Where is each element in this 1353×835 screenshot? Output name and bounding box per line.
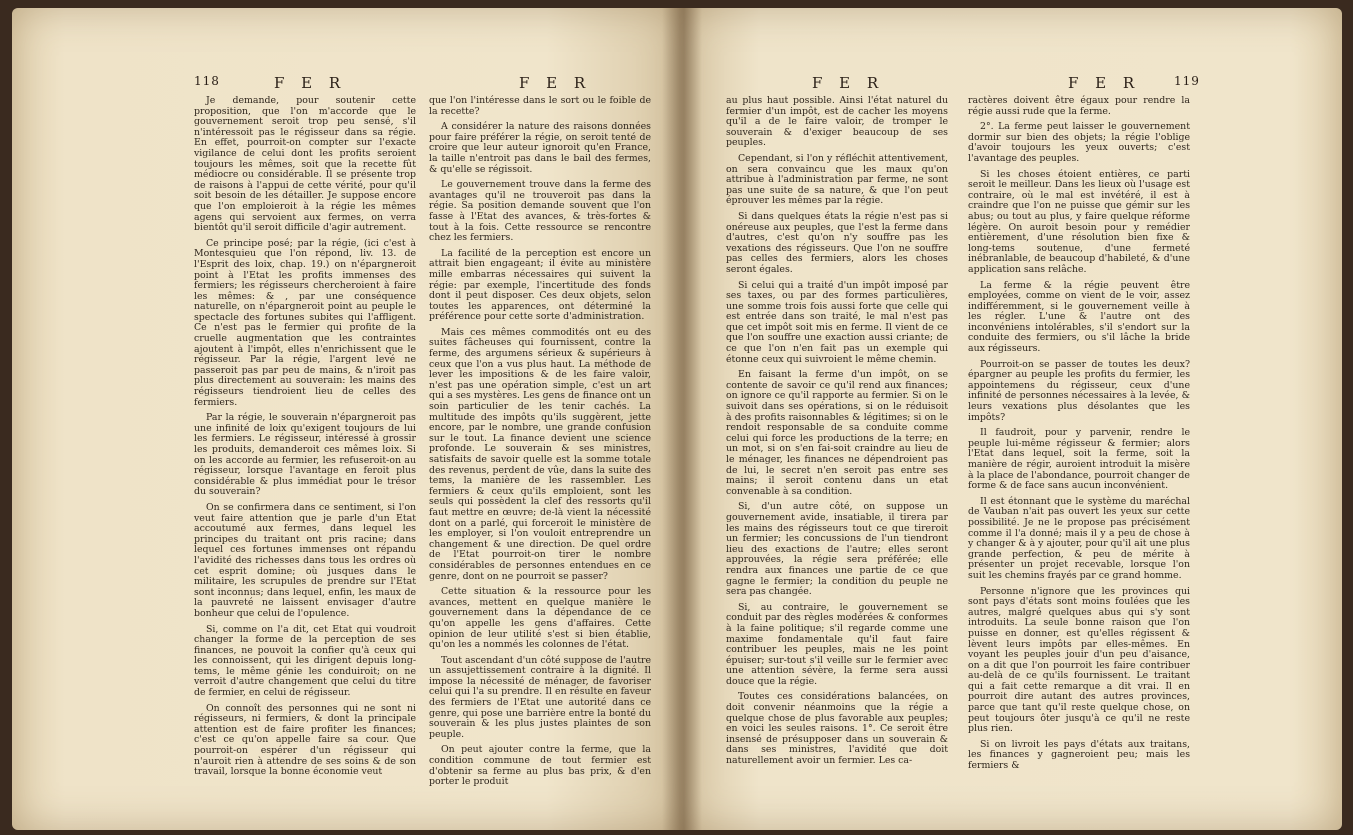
left-running-head-2: F E R <box>519 74 592 92</box>
paragraph: Cependant, si l'on y réfléchit attentivement, on sera convaincu que les maux qu'on attribue à l'administration par ferme, ne sont pas une suite de sa nature, & que l'on peut éprouver les mêmes par la régie. <box>726 152 948 207</box>
paragraph: Par la régie, le souverain n'épargneroit pas une infinité de loix qu'exigent toujours de lui les fermiers. Le régisseur, intéressé à grossir les produits, demanderoit ces mêmes loix. Si on les accorde au fermier, les refuseroit-on au régisseur, lorsque l'avantage en feroit plus considérable & plus immédiat pour le trésor du souverain? <box>194 412 416 498</box>
paragraph: Il faudroit, pour y parvenir, rendre le peuple lui-même régisseur & fermier; alors l'Etat dans lequel, soit la ferme, soit la manière de régir, auroient introduit la misère à la place de l'abondance, pourroit changer de forme & de face sans aucun inconvénient. <box>968 427 1190 492</box>
paragraph: A considérer la nature des raisons données pour faire préférer la régie, on seroit tenté de croire que leur auteur ignoroit qu'en France, la taille n'entroit pas dans le bail des fermes, & qu'elle se régissoit. <box>429 121 651 175</box>
right-running-head-2: F E R <box>1068 74 1141 92</box>
paragraph: La ferme & la régie peuvent être employées, comme on vient de le voir, assez indifféremment, si le gouvernement veille à les régler. L'une & l'autre ont des inconvéniens intolérables, s'il s'endort sur la conduite des fermiers, ou s'il lâche la bride aux régisseurs. <box>968 279 1190 355</box>
left-page <box>12 8 680 830</box>
paragraph: Je demande, pour soutenir cette proposition, que l'on m'accorde que le gouvernement seroit trop peu sensé, s'il n'intéressoit pas le régisseur dans sa régie. En effet, pourroit-on compter sur l'exacte vigilance de celui dont les profits seroient toujours les mêmes, soit que la recette fût médiocre ou considérable. Il se présente trop de raisons à l'appui de cette vérité, pour qu'il soit besoin de les détailler. Je suppose encore que l'on emploieroit à la régie les mêmes agens qui servoient aux fermes, on verra bientôt qu'il seroit difficile d'agir autrement. <box>194 95 416 234</box>
paragraph: Personne n'ignore que les provinces qui sont pays d'états sont moins foulées que les autres, malgré quelques abus qui s'y sont introduits. La seule bonne raison que l'on puisse en donner, est qu'elles régissent & lèvent leurs impôts par elles-mêmes. En voyant les peuples jouir d'un peu d'aisance, on a dit que l'on pourroit les faire contribuer au-delà de ce qu'ils fournissent. Le traitant qui a fait cette remarque a dit vrai. Il en pourroit dire autant des autres provinces, parce que tant qu'il reste quelque chose, on peut toujours ôter jusqu'à ce qu'il ne reste plus rien. <box>968 585 1190 735</box>
paragraph: Si, au contraire, le gouvernement se conduit par des règles modérées & conformes à la faine politique; s'il regarde comme une maxime fondamentale qu'il faut faire contribuer les peuples, mais ne les point épuiser; sur-tout s'il veille sur le fermier avec une attention sévère, la ferme sera aussi douce que la régie. <box>726 601 948 687</box>
left-column-1 <box>194 96 416 783</box>
paragraph: On peut ajouter contre la ferme, que la condition commune de tout fermier est d'obtenir sa ferme au plus bas prix, & d'en porter le produit <box>429 744 651 788</box>
paragraph: Mais ces mêmes commodités ont eu des suites fâcheuses qui fournissent, contre la ferme, des argumens sérieux & supérieurs à ceux que l'on a vus plus haut. La méthode de lever les impositions & de les faire valoir, n'est pas une opération simple, c'est un art qui a ses mystères. Les gens de finance ont un soin particulier de les tenir cachés. La multitude des impôts qu'ils suggèrent, jette encore, par le nombre, une grande confusion sur le tout. La finance devient une science profonde. Le souverain & ses ministres, satisfaits de savoir quelle est la somme totale des revenus, perdent de vûe, dans la suite des tems, la manière de les rassembler. Les fermiers & ceux qu'ils emploient, sont les seuls qui possèdent la clef des ressorts qu'il faut mettre en œuvre; de-là vient la nécessité dont on a parlé, qui forceroit le ministère de les employer, si l'on vouloit entreprendre un changement & une direction. De quel ordre de l'Etat pourroit-on tirer le nombre considérables de personnes entendues en ce genre, dont on ne pourroit se passer? <box>429 326 651 582</box>
paragraph: au plus haut possible. Ainsi l'état naturel du fermier d'un impôt, est de cacher les moyens qu'il a de le faire valoir, de tromper le souverain & d'exiger beaucoup de ses peuples. <box>726 95 948 149</box>
left-running-head-1: F E R <box>274 74 347 92</box>
paragraph: Si, d'un autre côté, on suppose un gouvernement avide, insatiable, il tirera par les mains des régisseurs tout ce que tireroit un fermier; les concussions de l'un tiendront lieu des exactions de l'autre; elles seront approuvées, la régie sera préférée; elle rendra aux finances une partie de ce que gagne le fermier; la condition du peuple ne sera pas changée. <box>726 501 948 598</box>
paragraph: On connoît des personnes qui ne sont ni régisseurs, ni fermiers, & dont la principale attention est de faire profiter les finances; c'est ce qu'on appelle faire sa cour. Que pourroit-on espérer d'un régisseur qui n'auroit rien à attendre de ses soins & de son travail, lorsque la bonne économie veut <box>194 702 416 778</box>
left-page-number: 118 <box>194 74 220 88</box>
right-running-head-1: F E R <box>812 74 885 92</box>
paragraph: ractères doivent être égaux pour rendre la régie aussi rude que la ferme. <box>968 95 1190 117</box>
paragraph: que l'on l'intéresse dans le sort ou le foible de la recette? <box>429 95 651 117</box>
paragraph: 2°. La ferme peut laisser le gouvernement dormir sur bien des objets; la régie l'oblige d'avoir toujours les yeux ouverts; c'est l'avantage des peuples. <box>968 121 1190 164</box>
paragraph: En faisant la ferme d'un impôt, on se contente de savoir ce qu'il rend aux finances; on ignore ce qu'il rapporte au fermier. Si on le suivoit dans ses opérations, si on le réduisoit à des profits raisonnables & légitimes; si on le rendoit responsable de sa conduite comme celui qui force les productions de la terre; en un mot, si on s'en fai-soit craindre au lieu de le ménager, les finances ne dépendroient pas de lui, le secret n'en seroit pas entre ses mains; il seroit contenu dans un etat convenable à sa condition. <box>726 369 948 497</box>
right-column-1 <box>726 96 948 772</box>
paragraph: Ce principe posé; par la régie, (ici c'est à Montesquieu que l'on répond, liv. 13. de l'Esprit des loix, chap. 19.) on n'épargneroit point à l'Etat les profits immenses des fermiers; les régisseurs chercheroient à faire les mêmes: & , par une conséquence naturelle, on n'épargneroit point au peuple le spectacle des fortunes subites qui l'affligent. Ce n'est pas le fermier qui profite de la cruelle augmentation que les contraintes ajoutent à l'impôt, elles n'enrichissent que le régisseur. Par la régie, l'argent levé ne passeroit pas par peu de mains, & n'iroit pas plus directement au souverain: les mains des régisseurs tiendroient lieu de celles des fermiers. <box>194 237 416 408</box>
paragraph: Toutes ces considérations balancées, on doit convenir néanmoins que la régie a quelque chose de plus favorable aux peuples; en voici les seules raisons. 1°. Ce seroit être insensé de présupposer dans un souverain & dans ses ministres, l'avidité que doit naturellement avoir un fermier. Les ca- <box>726 691 948 767</box>
paragraph: Le gouvernement trouve dans la ferme des avantages qu'il ne trouveroit pas dans la régie. Sa position demande souvent que l'on fasse à l'Etat des avances, & très-fortes & tout à la fois. Cette ressource se rencontre chez les fermiers. <box>429 179 651 244</box>
paragraph: La facilité de la perception est encore un attrait bien engageant; il évite au ministère mille embarras nécessaires qui suivent la régie: par exemple, l'incertitude des fonds dont il peut disposer. Ces deux objets, selon toutes les apparences, ont déterminé la préférence pour cette sorte d'administration. <box>429 247 651 323</box>
right-column-2 <box>968 96 1190 777</box>
paragraph: Si, comme on l'a dit, cet Etat qui voudroit changer la forme de la perception de ses finances, ne pouvoit la confier qu'à ceux qui les connoissent, qui les dirigent depuis long-tems, le même génie les conduiroit; on ne verroit d'autre changement que celui du titre de fermier, en celui de régisseur. <box>194 623 416 699</box>
paragraph: Cette situation & la ressource pour les avances, mettent en quelque manière le gouvernement dans la dépendance de ce qu'on appelle les gens d'affaires. Cette opinion de leur utilité s'est si bien établie, qu'on les a nommés les colonnes de l'état. <box>429 586 651 651</box>
open-book <box>12 8 1342 830</box>
paragraph: Si les choses étoient entières, ce parti seroit le meilleur. Dans les lieux où l'usage est contraire, où le mal est invétéré, il est à craindre que l'on ne puisse que gémir sur les abus; ou tout au plus, y faire quelque réforme légère. On auroit besoin pour y remédier entièrement, d'une résolution bien fixe & long-tems soutenue, d'une fermeté inébranlable, de beaucoup d'habileté, & d'une application sans relâche. <box>968 168 1190 275</box>
right-page-number: 119 <box>1174 74 1200 88</box>
left-column-2 <box>429 96 651 793</box>
paragraph: Il est étonnant que le système du maréchal de Vauban n'ait pas ouvert les yeux sur cette possibilité. Je ne le propose pas précisément comme il l'a donné; mais il y a peu de chose à y changer & à y ajouter, pour qu'il ait une plus grande perfection, & peu de mérite à présenter un projet recevable, lorsque l'on suit les chemins frayés par ce grand homme. <box>968 495 1190 581</box>
paragraph: Tout ascendant d'un côté suppose de l'autre un assujettissement contraire à la dignité. Il impose la nécessité de ménager, de favoriser celui qui l'a su prendre. Il en résulte en faveur des fermiers de l'Etat une autorité dans ce genre, qui pose une barrière entre la bonté du souverain & les plus justes plaintes de son peuple. <box>429 654 651 740</box>
paragraph: Pourroit-on se passer de toutes les deux? épargner au peuple les profits du fermier, les appointemens du régisseur, ceux d'une infinité de personnes nécessaires à la levée, & leurs vexations plus désolantes que les impôts? <box>968 358 1190 423</box>
paragraph: Si on livroit les pays d'états aux traitans, les finances y gagneroient peu; mais les fermiers & <box>968 738 1190 772</box>
right-page <box>680 8 1342 830</box>
book-gutter <box>662 8 702 830</box>
paragraph: On se confirmera dans ce sentiment, si l'on veut faire attention que je parle d'un Etat accoutumé aux fermes, dans lequel les principes du traitant ont pris racine; dans lequel ces fortunes immenses ont répandu l'avidité des richesses dans tous les ordres où cet esprit domine; où jusques dans le militaire, les scrupules de prendre sur l'Etat sont inconnus; dans lequel, enfin, les maux de la pauvreté ne laissent envisager d'autre bonheur que celui de l'opulence. <box>194 501 416 619</box>
paragraph: Si dans quelques états la régie n'est pas si onéreuse aux peuples, que l'est la ferme dans d'autres, c'est qu'on n'y souffre pas les vexations des régisseurs. Que l'on ne souffre pas celles des fermiers, alors les choses seront égales. <box>726 210 948 275</box>
paragraph: Si celui qui a traité d'un impôt imposé par ses taxes, ou par des formes particulières, une somme trois fois aussi forte que celle qui est entrée dans son traité, le mal n'est pas que cet impôt soit mis en ferme. Il vient de ce que l'on souffre une exaction aussi criante; de ce que l'on n'en fait pas un exemple qui étonne ceux qui suivroient le même chemin. <box>726 279 948 365</box>
